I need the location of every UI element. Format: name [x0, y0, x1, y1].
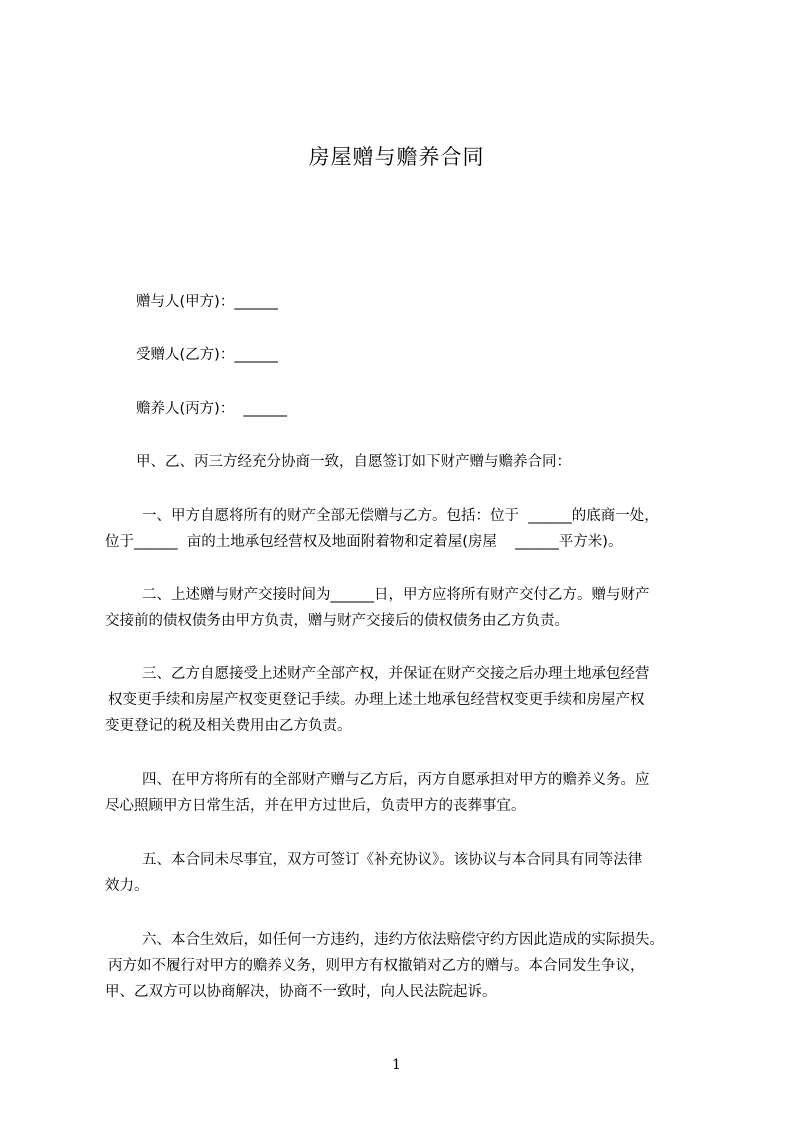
clause-6-line-3: 甲、乙双方可以协商解决，协商不一致时，向人民法院起诉。 [105, 984, 497, 1000]
clause-2-line-2: 交接前的债权债务由甲方负责，赠与财产交接后的债权债务由乙方负责。 [105, 613, 569, 629]
donee-line: 受赠人(乙方)：______ [136, 347, 278, 363]
clause-2-line-1: 二、上述赠与财产交接时间为______日，甲方应将所有财产交付乙方。赠与财产 [142, 587, 650, 603]
clause-3-line-1: 三、乙方自愿接受上述财产全部产权，并保证在财产交接之后办理土地承包经营 [142, 666, 650, 682]
document-title: 房屋赠与赡养合同 [308, 145, 485, 169]
clause-6-line-2: 丙方如不履行对甲方的赡养义务，则甲方有权撤销对乙方的赠与。本合同发生争议， [108, 958, 645, 974]
clause-4-line-1: 四、在甲方将所有的全部财产赠与乙方后，丙方自愿承担对甲方的赡养义务。应 [142, 772, 650, 788]
clause-6-line-1: 六、本合生效后，如任何一方违约，违约方依法赔偿守约方因此造成的实际损失。 [142, 932, 664, 948]
clause-5-line-2: 效力。 [105, 878, 149, 894]
clause-5-line-1: 五、本合同未尽事宜，双方可签订《补充协议》。该协议与本合同具有同等法律 [142, 852, 643, 868]
clause-1-line-1: 一、甲方自愿将所有的财产全部无偿赠与乙方。包括：位于 ______的底商一处， [142, 508, 659, 524]
supporter-line: 赡养人(丙方)： ______ [136, 401, 288, 417]
clause-1-line-2: 位于______ 亩的土地承包经营权及地面附着物和定着屋(房屋 ______平方米)。 [105, 534, 623, 550]
clause-4-line-2: 尽心照顾甲方日常生活，并在甲方过世后，负责甲方的丧葬事宜。 [105, 798, 526, 814]
clause-3-line-3: 变更登记的税及相关费用由乙方负责。 [105, 718, 352, 734]
clause-3-line-2: 权变更手续和房屋产权变更登记手续。办理上述土地承包经营权变更手续和房屋产权 [108, 692, 645, 708]
intro-paragraph: 甲、乙、丙三方经充分协商一致，自愿签订如下财产赠与赡养合同： [136, 454, 571, 470]
donor-line: 赠与人(甲方)：______ [136, 294, 278, 310]
page-number: 1 [392, 1057, 401, 1073]
